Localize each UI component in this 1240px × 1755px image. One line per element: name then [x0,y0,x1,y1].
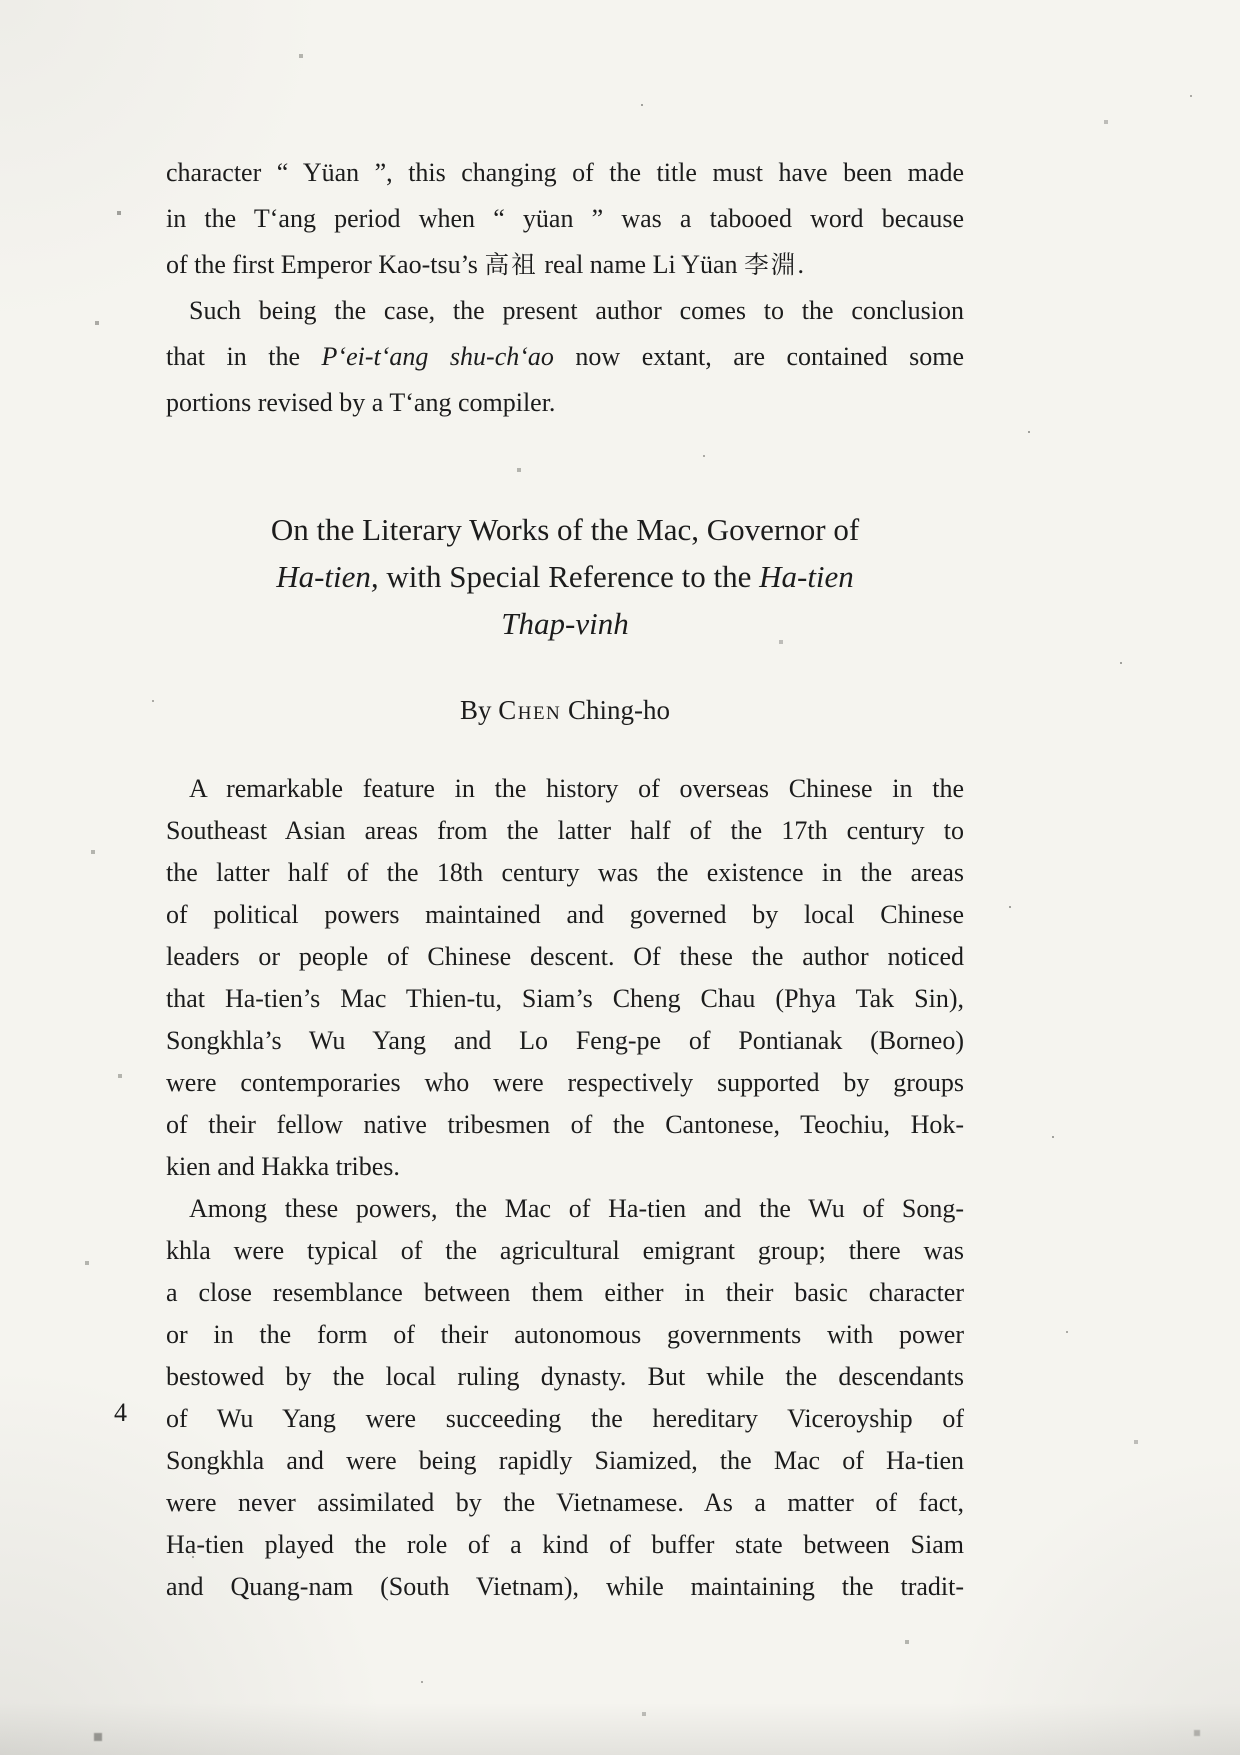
text-line [166,768,964,810]
italic-text: P‘ei-t‘ang shu-ch‘ao [321,342,554,371]
text-line [166,196,964,242]
text-line [166,334,964,380]
text-segment: Ha-tien played the role of a kind of buffer state between Siam [166,1530,964,1559]
text-line [166,810,964,852]
text-segment: leaders or people of Chinese descent. Of these the author noticed [166,942,964,971]
text-line [166,1230,964,1272]
text-segment: kien and Hakka tribes. [166,1152,400,1181]
article-body [166,768,964,1608]
scan-noise-speckles [0,0,2,2]
cjk-characters: 高祖 [484,252,538,279]
text-line [166,894,964,936]
page-number: 4 [114,1398,127,1427]
text-segment: in the T‘ang period when “ yüan ” was a tabooed word because [166,204,964,233]
text-line [166,1272,964,1314]
text-line [166,1188,964,1230]
text-segment: character “ Yüan ”, this changing of the title must have been made [166,158,964,187]
italic-text: Ha-tien, [276,559,379,594]
text-line [166,506,964,553]
text-segment: Such being the case, the present author comes to the conclusion [189,296,964,325]
text-segment: and Quang-nam (South Vietnam), while maintaining the tradit- [166,1572,964,1601]
text-segment: the latter half of the 18th century was the existence in the areas [166,858,964,887]
text-line [166,1482,964,1524]
text-segment: now extant, are contained some [553,342,964,371]
text-line [166,380,964,426]
text-segment: Southeast Asian areas from the latter half of the 17th century to [166,816,964,845]
text-line [166,1398,964,1440]
text-line [166,1440,964,1482]
text-line [166,1146,964,1188]
text-line [166,852,964,894]
text-line [166,978,964,1020]
text-segment: Ching-ho [561,695,671,725]
text-line [166,1104,964,1146]
italic-text: Ha-tien [759,559,854,594]
text-segment: bestowed by the local ruling dynasty. But while the descendants [166,1362,964,1391]
text-segment: Among these powers, the Mac of Ha-tien and the Wu of Song- [189,1194,964,1223]
text-line [166,692,964,728]
text-line [166,553,964,600]
text-segment: A remarkable feature in the history of overseas Chinese in the [189,774,964,803]
text-segment: were contemporaries who were respectively supported by groups [166,1068,964,1097]
text-line [166,242,964,288]
text-segment: a close resemblance between them either in their basic character [166,1278,964,1307]
text-segment: By [459,695,499,725]
italic-text: Thap-vinh [501,606,629,641]
text-segment: or in the form of their autonomous governments with power [166,1320,964,1349]
smallcaps-text: Chen [498,695,562,725]
text-segment: of their fellow native tribesmen of the Cantonese, Teochiu, Hok- [166,1110,964,1139]
text-line [166,1356,964,1398]
text-segment: of the first Emperor Kao-tsu’s [166,250,485,279]
text-segment: real name Li Yüan [537,250,745,279]
cjk-characters: 李淵 [744,252,798,279]
text-line [166,936,964,978]
article-title [166,506,964,647]
text-segment: On the Literary Works of the Mac, Governor of [270,512,860,547]
text-line [166,1020,964,1062]
text-segment: with Special Reference to the [378,559,760,594]
text-segment: of Wu Yang were succeeding the hereditary Viceroyship of [166,1404,964,1433]
text-line [166,150,964,196]
text-segment: of political powers maintained and governed by local Chinese [166,900,964,929]
text-segment: khla were typical of the agricultural emigrant group; there was [166,1236,964,1265]
text-line [166,1062,964,1104]
text-segment: portions revised by a T‘ang compiler. [166,388,556,417]
text-segment: that Ha-tien’s Mac Thien-tu, Siam’s Cheng Chau (Phya Tak Sin), [166,984,964,1013]
text-segment: Songkhla and were being rapidly Siamized, the Mac of Ha-tien [166,1446,964,1475]
article-byline [166,692,964,728]
text-segment: were never assimilated by the Vietnamese. As a matter of fact, [166,1488,964,1517]
text-segment: that in the [166,342,322,371]
text-line [166,1314,964,1356]
paragraph-continuation [166,150,964,426]
text-line [166,1524,964,1566]
text-segment: Songkhla’s Wu Yang and Lo Feng-pe of Pontianak (Borneo) [166,1026,964,1055]
text-line [166,600,964,647]
text-segment: . [797,250,804,279]
text-line [166,288,964,334]
text-line [166,1566,964,1608]
